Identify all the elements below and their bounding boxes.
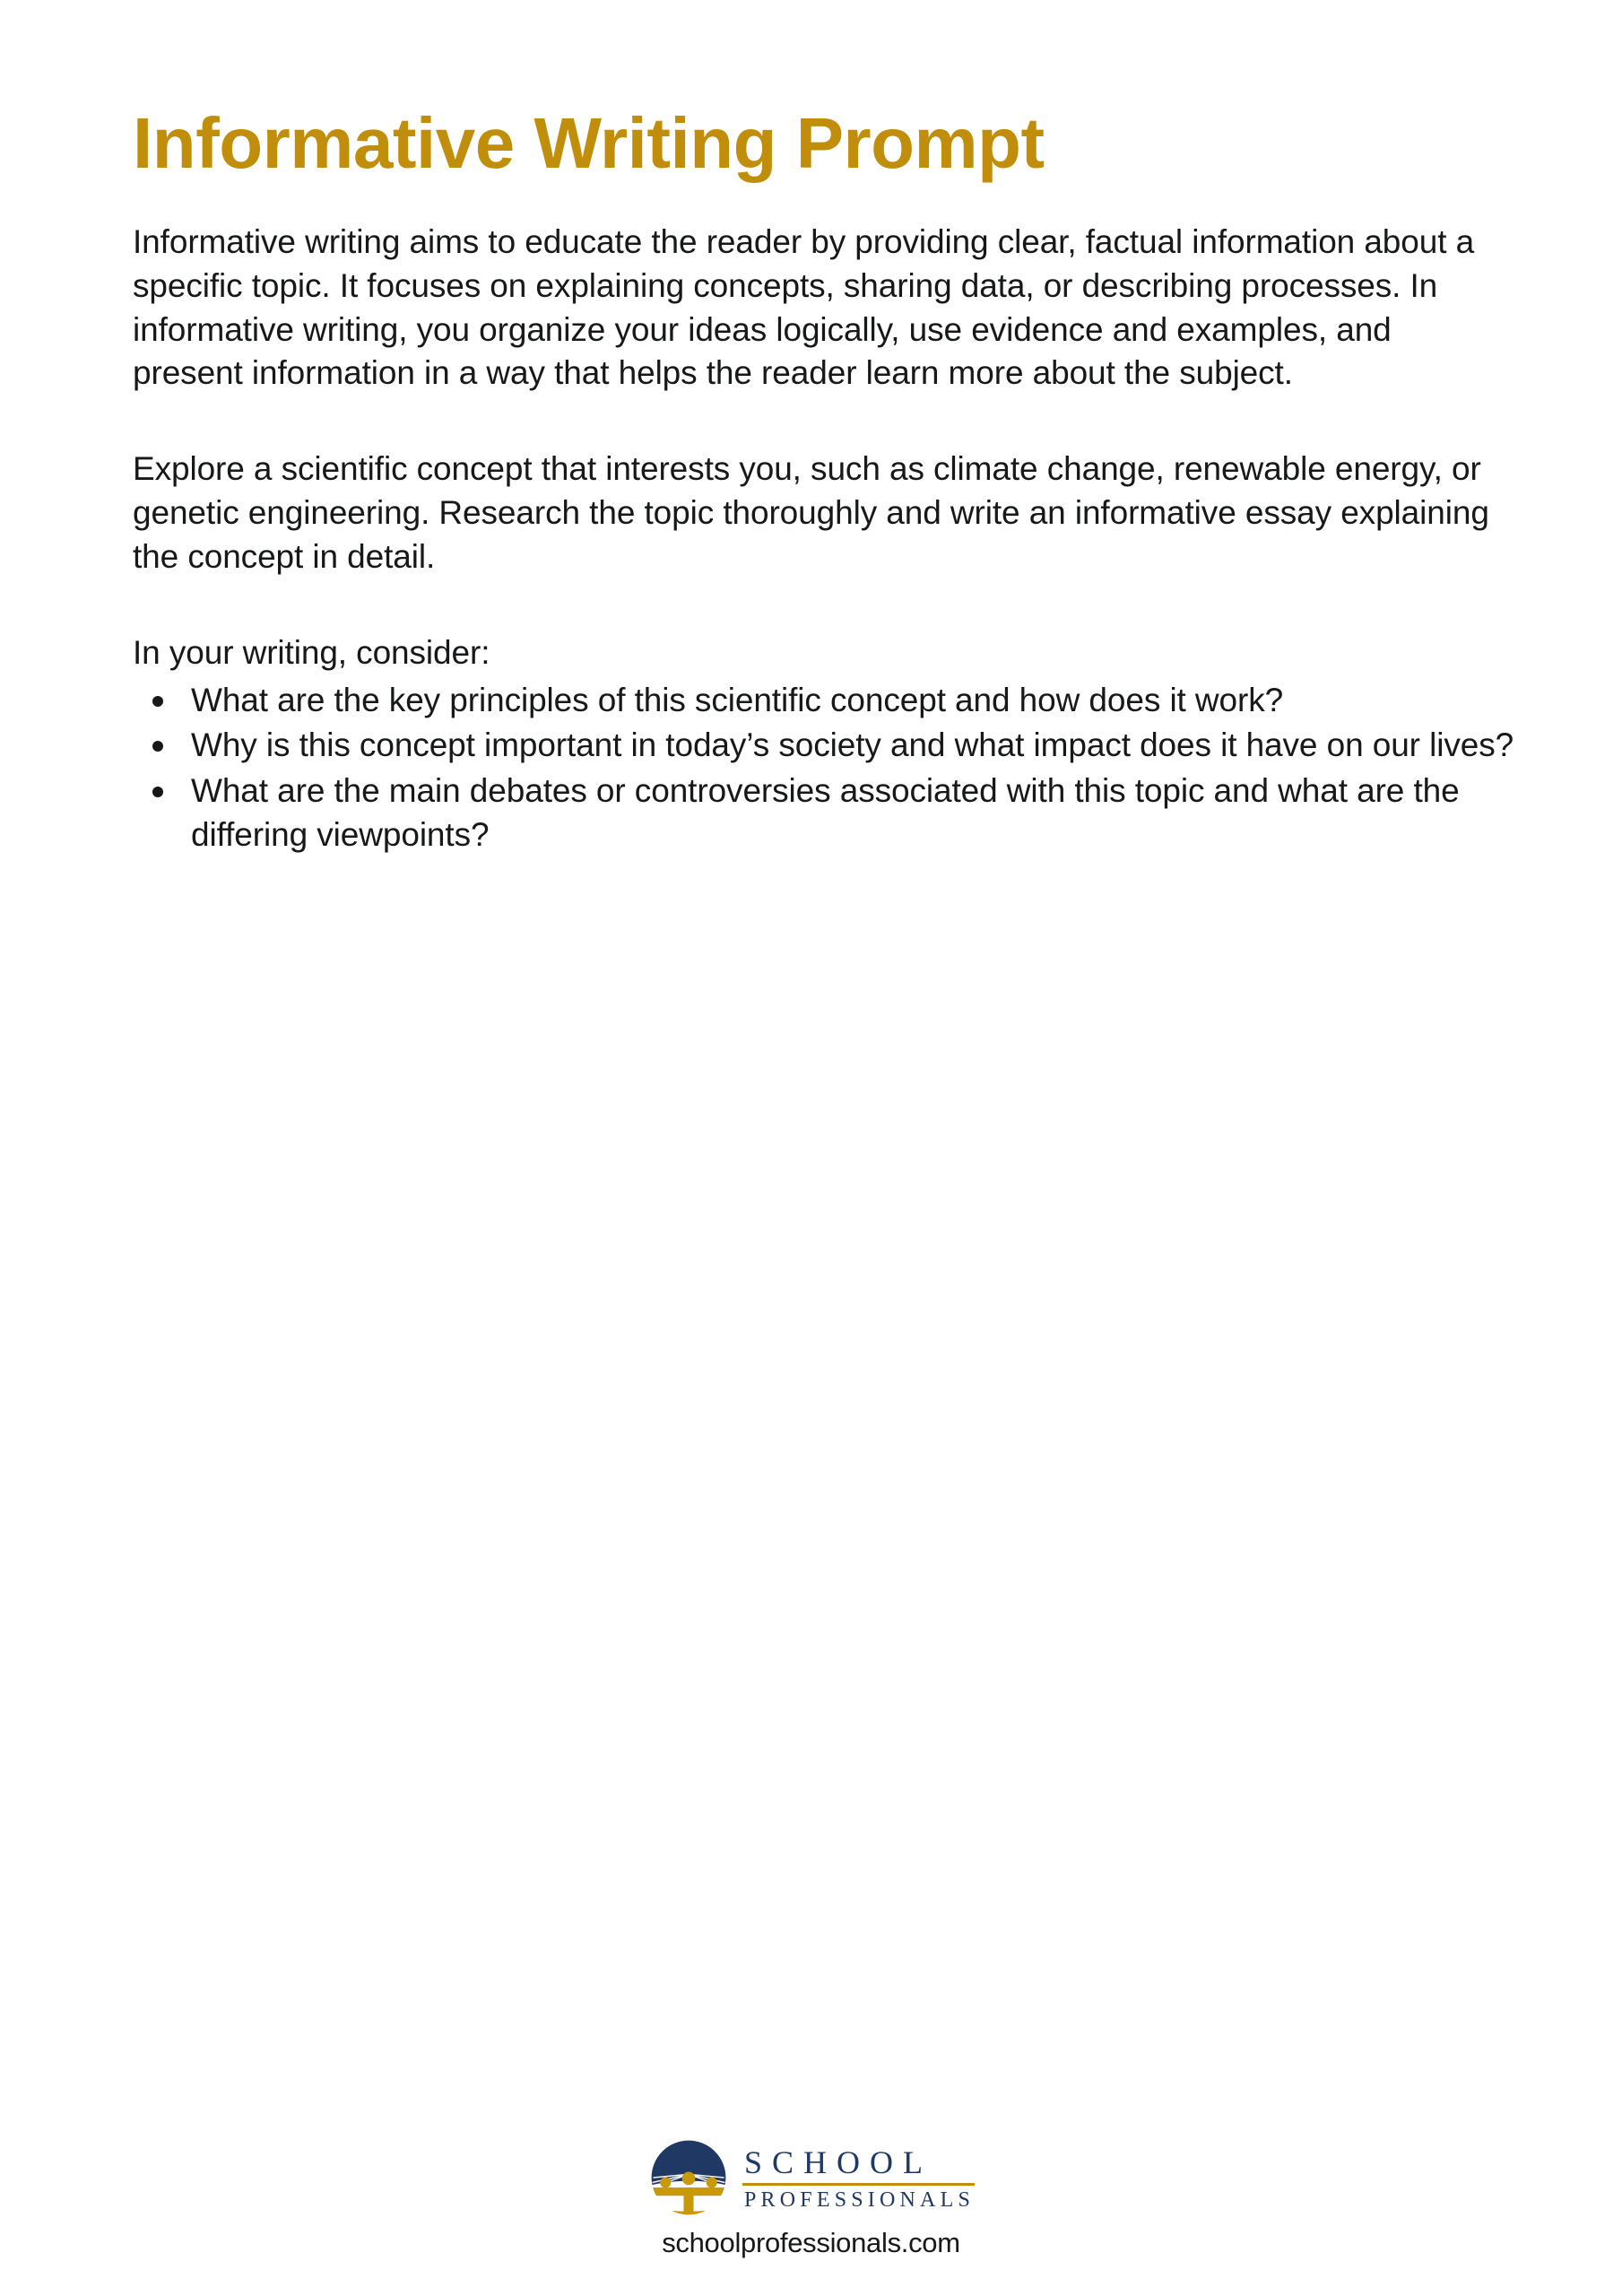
consider-list xyxy=(133,679,1514,857)
brand-divider xyxy=(742,2183,975,2186)
website-url: schoolprofessionals.com xyxy=(662,2226,960,2258)
consider-label: In your writing, consider: xyxy=(133,633,490,671)
page-title: Informative Writing Prompt xyxy=(133,103,1045,183)
brand-word-school: SCHOOL xyxy=(744,2144,933,2180)
list-item xyxy=(133,724,1514,768)
brand-word-professionals: PROFESSIONALS xyxy=(744,2187,975,2212)
bullet-dot-icon xyxy=(152,741,163,752)
school-professionals-emblem-icon xyxy=(647,2136,730,2219)
paragraph-spacer xyxy=(133,579,1514,631)
list-item xyxy=(133,770,1514,857)
brand-lockup xyxy=(647,2136,975,2219)
bullet-dot-icon xyxy=(152,787,163,797)
list-item-text: What are the main debates or controversies associated with this topic and what are the differing viewpoints? xyxy=(191,772,1460,854)
intro-paragraph: Informative writing aims to educate the reader by providing clear, factual information about a specific topic. It focuses on explaining concepts, sharing data, or describing processes. In informative writing, you organize your ideas logically, use evidence and examples, and present information in a way that helps the reader learn more about the subject. xyxy=(133,223,1475,392)
bullet-dot-icon xyxy=(152,696,163,707)
list-item-text: Why is this concept important in today’s society and what impact does it have on our lives? xyxy=(191,726,1514,764)
list-item-text: What are the key principles of this scientific concept and how does it work? xyxy=(191,681,1284,718)
list-item xyxy=(133,679,1514,723)
page-footer xyxy=(0,2136,1622,2296)
brand-wordmark xyxy=(742,2144,975,2211)
task-paragraph: Explore a scientific concept that interests you, such as climate change, renewable energy, or genetic engineering. Research the topic thoroughly and write an informative essay explaining the concept in detail. xyxy=(133,450,1489,575)
paragraph-spacer xyxy=(133,396,1514,448)
